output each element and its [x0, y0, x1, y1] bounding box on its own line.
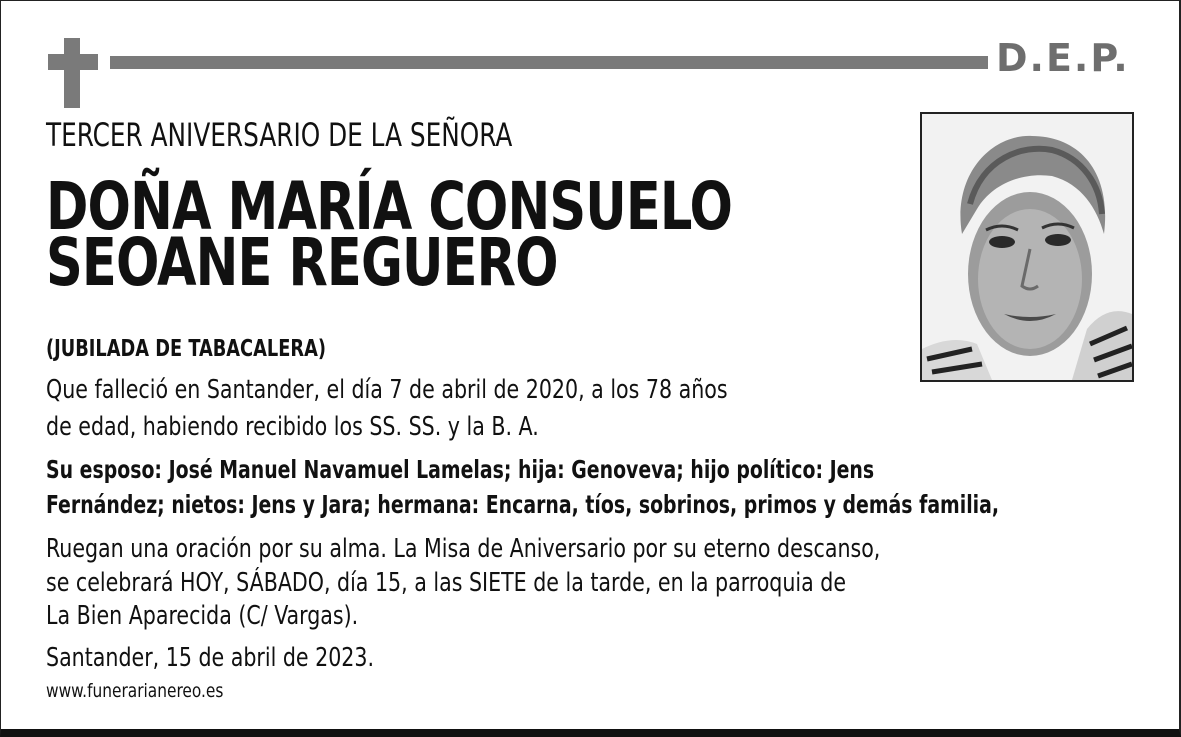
death-info-line2: de edad, habiendo recibido los SS. SS. y la B. A.: [46, 412, 539, 442]
mass-line3: La Bien Aparecida (C/ Vargas).: [46, 601, 359, 631]
mass-line1: Ruegan una oración por su alma. La Misa de Aniversario por su eterno descanso,: [46, 534, 881, 564]
anniversary-intro: TERCER ANIVERSARIO DE LA SEÑORA: [46, 116, 513, 154]
header-rule: [110, 56, 988, 69]
family-line2: Fernández; nietos: Jens y Jara; hermana: Encarna, tíos, sobrinos, primos y demás familia,: [46, 490, 1000, 519]
portrait-image: [922, 114, 1132, 380]
mass-line2: se celebrará HOY, SÁBADO, día 15, a las SIETE de la tarde, en la parroquia de: [46, 568, 847, 598]
portrait-photo: [920, 112, 1134, 382]
deceased-name-line1: DOÑA MARÍA CONSUELO: [46, 168, 733, 245]
website-link[interactable]: www.funerarianereo.es: [46, 680, 224, 702]
deceased-subtitle: (JUBILADA DE TABACALERA): [46, 336, 327, 362]
dep-label: D.E.P.: [996, 36, 1130, 80]
family-line1: Su esposo: José Manuel Navamuel Lamelas; hija: Genoveva; hijo político: Jens: [46, 455, 875, 484]
cross-icon: [64, 38, 80, 108]
deceased-name-line2: SEOANE REGUERO: [46, 224, 558, 301]
death-info-line1: Que falleció en Santander, el día 7 de abril de 2020, a los 78 años: [46, 375, 728, 405]
cross-icon-bar: [48, 54, 98, 70]
date-place: Santander, 15 de abril de 2023.: [46, 643, 375, 673]
